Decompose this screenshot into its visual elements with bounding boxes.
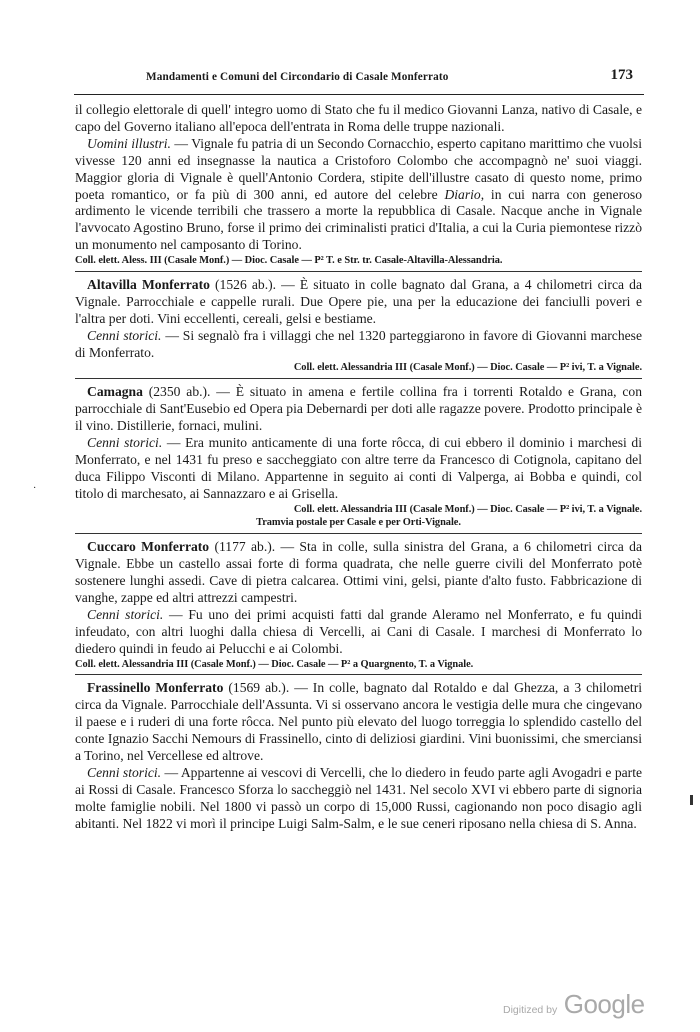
- header-rule: [74, 94, 644, 95]
- paragraph-frassinello: Frassinello Monferrato (1569 ab.). — In colle, bagnato dal Rotaldo e dal Ghezza, a 3 chilometri circa da Vignale. Parrocchiale dell'Assunta. Vi si osservano ancora le vestigia delle mura che cingevano il paese e i ruderi di una forte rôcca. Nel punto più elevato del luogo torreggia lo splendido castello del conte Ignazio Sacchi Nemours di Frassinello, cinto di deliziosi giardini. Vini buonissimi, che smerciansi a Torino, nel Vercellese ed altrove.: [75, 680, 642, 763]
- commune-name: Frassinello Monferrato: [87, 680, 224, 696]
- paragraph-altavilla-storici: Cenni storici. — Si segnalò fra i villaggi che nel 1320 parteggiarono in favore di Giovanni marchese di Monferrato.: [75, 327, 642, 360]
- commune-name: Cuccaro Monferrato: [87, 539, 210, 555]
- coll-elett-vignale: Coll. elett. Aless. III (Casale Monf.) — Dioc. Casale — P² T. e Str. tr. Casale-Altavilla-Alessandria.: [75, 255, 503, 267]
- section-divider: [75, 378, 642, 379]
- commune-name: Camagna: [87, 384, 143, 400]
- paragraph-camagna: Camagna (2350 ab.). — È situato in amena e fertile collina fra i torrenti Rotaldo e Grana, con parrocchiale di Sant'Eusebio ed Opera pia Debernardi per doti alle ragazze povere. Prodotto principale è il vino. Distillerie, fornaci, mulini.: [75, 384, 642, 434]
- paragraph-lanza: il collegio elettorale di quell' integro uomo di Stato che fu il medico Giovanni Lanza, nativo di Casale, e capo del Governo italiano all'epoca dell'entrata in Roma delle truppe nazionali.: [75, 102, 642, 134]
- coll-elett-cuccaro: Coll. elett. Alessandria III (Casale Monf.) — Dioc. Casale — P² a Quargnento, T. a Vignale.: [75, 658, 474, 670]
- margin-mark: [690, 795, 693, 805]
- running-title: Mandamenti e Comuni del Circondario di Casale Monferrato: [146, 71, 449, 83]
- page-number: 173: [610, 67, 633, 83]
- paragraph-vignale-illustri: Uomini illustri. — Vignale fu patria di un Secondo Cornacchio, esperto capitano marittimo che vuolsi vivesse 120 anni ed insegnasse la nautica a Cristoforo Colombo che accompagnò ne' suoi viaggi. Maggior gloria di Vignale è quell'Antonio Cordera, stipite dell'illustre casato di questo nome, primo poeta romantico, or fa più di 300 anni, ed autore del celebre Diario, in cui narra con generoso ardimento le vicende terribili che trassero a morte la repubblica di Casale. Nacque anche in Vignale l'avvocato Agostino Bruno, forse il primo dei criminalisti pratici d'Italia, a cui la Curia piemontese rizzò un monumento nel camposanto di Torino.: [75, 135, 642, 253]
- margin-dot: ·: [33, 483, 37, 494]
- coll-elett-camagna: Coll. elett. Alessandria III (Casale Monf.) — Dioc. Casale — P² ivi, T. a Vignale.: [293, 503, 642, 515]
- section-label: Cenni storici.: [87, 764, 162, 780]
- google-logo: Google: [563, 989, 645, 1019]
- section-divider: [75, 533, 642, 534]
- section-label: Cenni storici.: [87, 435, 163, 450]
- paragraph-frassinello-storici: Cenni storici. — Appartenne ai vescovi di Vercelli, che lo diedero in feudo parte agli Avogadri e parte ai Rossi di Casale. Francesco Sforza lo saccheggiò nel 1431. Nel secolo XVI vi ebbero parte di signoria molte famiglie nobili. Nel 1800 vi passò un corpo di 15,000 Russi, cagionando non poco disagio agli abitanti. Nel 1822 vi morì il principe Luigi Salm-Salm, e le sue ceneri riposano nella chiesa di S. Anna.: [75, 764, 643, 831]
- digitized-by-google-watermark: [503, 989, 645, 1020]
- section-label: Cenni storici.: [87, 606, 164, 622]
- section-label: Uomini illustri.: [87, 135, 171, 151]
- coll-elett-altavilla: Coll. elett. Alessandria III (Casale Monf.) — Dioc. Casale — P² ivi, T. a Vignale.: [293, 362, 642, 374]
- paragraph-cuccaro: Cuccaro Monferrato (1177 ab.). — Sta in colle, sulla sinistra del Grana, a 6 chilometri circa da Vignale. Ebbe un castello assai forte di forma quadrata, che nelle guerre civili del Monferrato potè sostenere lunghi assedi. Cave di pietra calcarea. Ottimi vini, gelsi, piante d'alto fusto. Fabbricazione di vanghe, zappe ed altri attrezzi campestri.: [75, 539, 642, 605]
- paragraph-camagna-storici: Cenni storici. — Era munito anticamente di una forte rôcca, di cui ebbero il dominio i marchesi di Monferrato, e nel 1431 fu preso e saccheggiato con altre terre da Francesco di Cotignola, capitano del duca Filippo Visconti di Milano. Appartenne in seguito ai conti di Valperga, ai Bobba e quindi, col titolo di marchesato, ai Sannazzaro e ai Grisella.: [75, 435, 642, 501]
- section-label: Cenni storici.: [87, 327, 162, 343]
- paragraph-cuccaro-storici: Cenni storici. — Fu uno dei primi acquisti fatti dal grande Aleramo nel Monferrato, e fu quindi infeudato, con altri luoghi dalla chiesa di Vercelli, ai Cani di Casale. I marchesi di Monferrato lo diedero quindi in feudo ai Pelucchi e ai Colombi.: [75, 606, 642, 656]
- commune-name: Altavilla Monferrato: [87, 276, 210, 292]
- section-divider: [75, 271, 642, 272]
- tramvia-camagna: Tramvia postale per Casale e per Orti-Vignale.: [256, 517, 461, 529]
- watermark-prefix: Digitized by: [503, 1004, 558, 1016]
- section-divider: [75, 674, 642, 675]
- page-body: [75, 102, 642, 833]
- work-title: Diario: [444, 186, 481, 202]
- running-header: [74, 67, 641, 89]
- paragraph-altavilla: Altavilla Monferrato (1526 ab.). — È situato in colle bagnato dal Grana, a 4 chilometri circa da Vignale. Parrocchiale e cappelle rurali. Due Opere pie, una per la educazione dei fanciulli poveri e l'altra per doti. Vini eccellenti, cereali, gelsi e bestiame.: [75, 276, 642, 326]
